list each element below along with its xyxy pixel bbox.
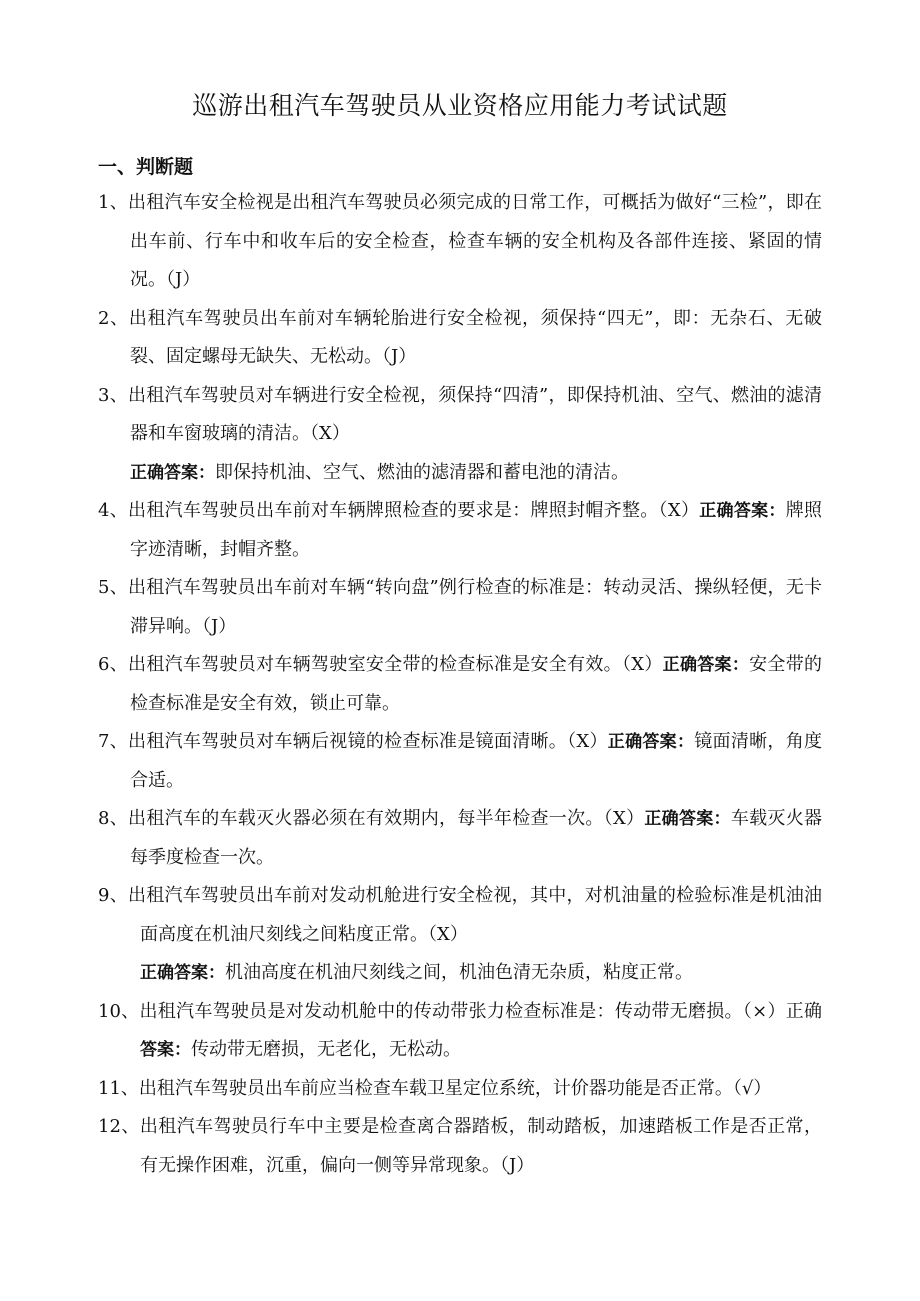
correct-answer	[98, 954, 822, 993]
question-text: 出租汽车驾驶员对车辆进行安全检视，须保持“四清”，即保持机油、空气、燃油的滤清器和车窗玻璃的清洁。（X）	[127, 384, 823, 444]
page-title: 巡游出租汽车驾驶员从业资格应用能力考试试题	[192, 91, 728, 120]
question-text: 出租汽车安全检视是出租汽车驾驶员必须完成的日常工作，可概括为做好“三检”，即在出车前、行车中和收车后的安全检查，检查车辆的安全机构及各部件连接、紧固的情况。（J）	[127, 192, 823, 290]
answer-label: 正确答案：	[644, 809, 731, 829]
question-list	[98, 184, 822, 1185]
answer-text: 传动带无磨损，无老化，无松动。	[191, 1039, 461, 1060]
answer-text: 即保持机油、空气、燃油的滤清器和蓄电池的清洁。	[215, 461, 629, 483]
answer-label: 正确答案：	[140, 963, 225, 983]
section-heading: 一、判断题	[98, 156, 194, 178]
question-number: 5、	[98, 577, 128, 598]
question-text: 出租汽车驾驶员出车前对车辆牌照检查的要求是：牌照封帽齐整。（X）	[128, 500, 700, 521]
answer-text: 安全带的检查标准是安全有效，锁止可靠。	[130, 654, 823, 714]
question-text: 出租汽车驾驶员行车中主要是检查离合器踏板，制动踏板，加速踏板工作是否正常，有无操作困难，沉重，偏向一侧等异常现象。（J）	[139, 1116, 823, 1176]
question-text: 出租汽车的车载灭火器必须在有效期内，每半年检查一次。（X）	[128, 808, 645, 829]
answer-text: 牌照字迹清晰，封帽齐整。	[130, 500, 823, 560]
answer-label: 正确答案：	[662, 655, 750, 675]
question-text: 出租汽车驾驶员出车前应当检查车载卫星定位系统，计价器功能是否正常。（√）	[138, 1077, 772, 1099]
question-item	[98, 993, 822, 1070]
question-text: 出租汽车驾驶员对车辆驾驶室安全带的检查标准是安全有效。（X）	[128, 654, 663, 675]
question-item	[98, 184, 822, 300]
question-item	[98, 300, 822, 377]
question-text: 出租汽车驾驶员出车前对发动机舱进行安全检视，其中，对机油量的检验标准是机油油面高度在机油尺刻线之间粘度正常。（X）	[128, 885, 823, 945]
question-number: 2、	[98, 307, 129, 329]
question-item	[98, 800, 822, 877]
question-item	[98, 569, 822, 646]
question-item	[98, 877, 822, 954]
answer-label: 正确答案：	[130, 462, 215, 483]
question-number: 7、	[98, 731, 129, 752]
question-number: 10、	[98, 1000, 140, 1022]
question-text: 出租汽车驾驶员对车辆后视镜的检查标准是镜面清晰。（X）	[128, 731, 608, 752]
question-number: 8、	[98, 808, 129, 829]
question-number: 6、	[98, 654, 129, 675]
question-item	[98, 377, 822, 454]
question-number: 4、	[98, 500, 129, 521]
question-number: 3、	[98, 384, 128, 406]
question-text: 出租汽车驾驶员是对发动机舱中的传动带张力检查标准是：传动带无磨损。（×）正确	[139, 1000, 823, 1022]
question-item	[98, 723, 822, 800]
question-number: 9、	[98, 885, 128, 906]
question-item	[98, 646, 822, 723]
question-number: 11、	[98, 1077, 139, 1099]
answer-text: 车载灭火器每季度检查一次。	[130, 808, 823, 868]
answer-text: 机油高度在机油尺刻线之间，机油色清无杂质，粘度正常。	[225, 962, 693, 983]
answer-text: 镜面清晰，角度合适。	[130, 731, 823, 791]
question-number: 12、	[98, 1116, 140, 1137]
question-text: 出租汽车驾驶员出车前对车辆轮胎进行安全检视，须保持“四无”，即：无杂石、无破裂、固定螺母无缺失、无松动。（J）	[128, 307, 823, 367]
question-item	[98, 1070, 822, 1109]
answer-label: 正确答案：	[607, 732, 695, 752]
answer-label: 正确答案：	[699, 501, 786, 521]
correct-answer	[98, 454, 822, 493]
question-text: 出租汽车驾驶员出车前对车辆“转向盘”例行检查的标准是：转动灵活、操纵轻便，无卡滞异响。（J）	[127, 577, 823, 637]
question-number: 1、	[98, 192, 128, 213]
question-item	[98, 492, 822, 569]
question-item	[98, 1108, 822, 1185]
answer-label: 答案：	[140, 1040, 191, 1060]
